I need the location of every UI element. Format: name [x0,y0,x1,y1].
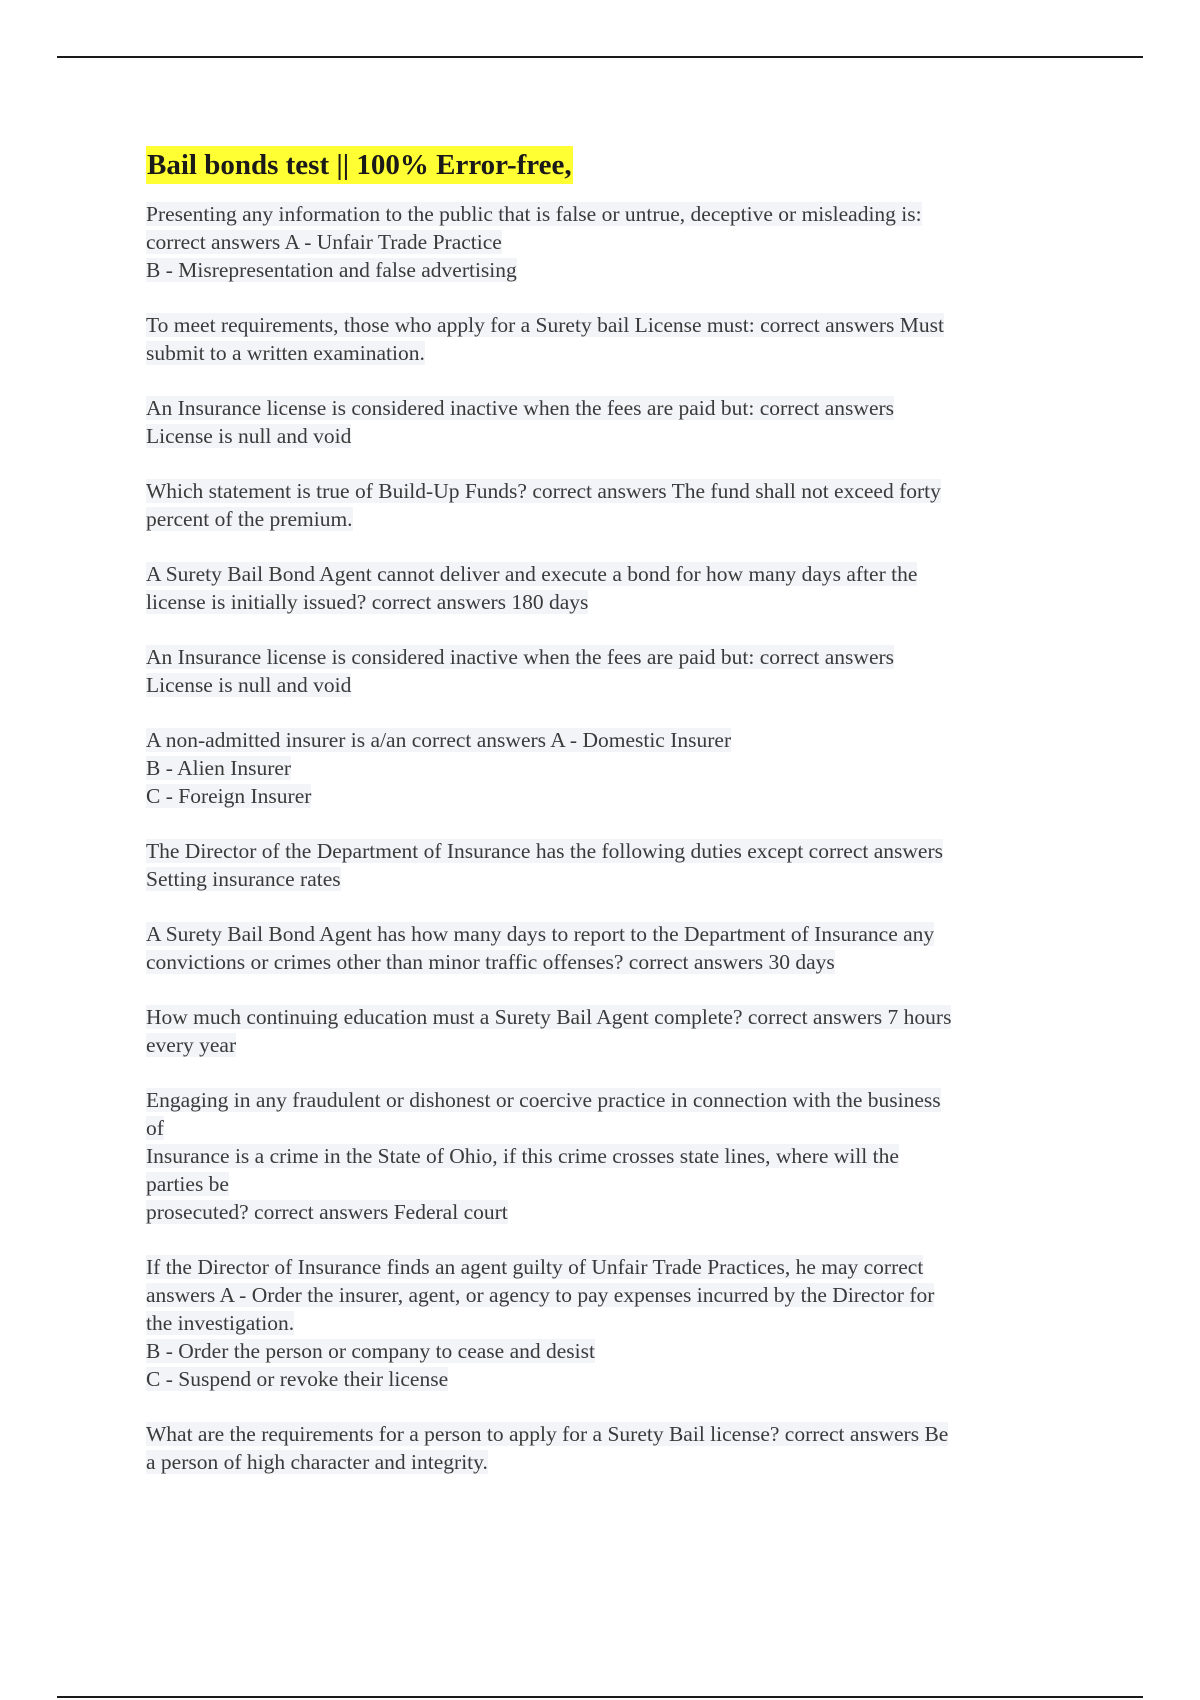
qa-item [146,1086,1066,1226]
qa-line [146,339,1066,367]
qa-line-text: percent of the premium. [146,507,353,531]
qa-line-text: parties be [146,1172,229,1196]
qa-line-text: B - Misrepresentation and false advertising [146,258,517,282]
qa-line [146,865,1066,893]
qa-line-text: Engaging in any fraudulent or dishonest or coercive practice in connection with the business [146,1088,941,1112]
qa-item [146,837,1066,893]
qa-line-text: C - Foreign Insurer [146,784,312,808]
qa-line [146,837,1066,865]
qa-line [146,588,1066,616]
qa-item [146,1253,1066,1393]
qa-item [146,311,1066,367]
qa-item [146,477,1066,533]
qa-line [146,1086,1066,1114]
qa-line-text: Which statement is true of Build-Up Funds? correct answers The fund shall not exceed forty [146,479,941,503]
qa-line-text: license is initially issued? correct answers 180 days [146,590,589,614]
qa-line-text: Insurance is a crime in the State of Ohio, if this crime crosses state lines, where will the [146,1144,899,1168]
qa-line [146,200,1066,228]
qa-line [146,422,1066,450]
qa-line [146,477,1066,505]
qa-line [146,228,1066,256]
qa-line [146,754,1066,782]
qa-line [146,256,1066,284]
qa-line [146,1448,1066,1476]
qa-line [146,1281,1066,1309]
qa-line-text: prosecuted? correct answers Federal court [146,1200,508,1224]
qa-line-text: The Director of the Department of Insurance has the following duties except correct answers [146,839,943,863]
qa-item [146,1003,1066,1059]
qa-line-text: An Insurance license is considered inactive when the fees are paid but: correct answers [146,645,895,669]
qa-line-text: An Insurance license is considered inactive when the fees are paid but: correct answers [146,396,895,420]
qa-line [146,394,1066,422]
qa-line [146,1170,1066,1198]
qa-line [146,726,1066,754]
qa-line-text: submit to a written examination. [146,341,425,365]
top-rule [57,56,1143,58]
qa-line [146,1365,1066,1393]
qa-line [146,560,1066,588]
qa-line [146,1114,1066,1142]
bottom-rule [57,1696,1143,1698]
qa-line-text: If the Director of Insurance finds an agent guilty of Unfair Trade Practices, he may correct [146,1255,924,1279]
qa-line-text: License is null and void [146,673,352,697]
qa-line-text: A Surety Bail Bond Agent has how many days to report to the Department of Insurance any [146,922,935,946]
qa-line-text: a person of high character and integrity. [146,1450,488,1474]
qa-item [146,560,1066,616]
qa-line [146,505,1066,533]
qa-item [146,394,1066,450]
qa-line [146,311,1066,339]
qa-line [146,1420,1066,1448]
qa-line [146,1309,1066,1337]
qa-line [146,671,1066,699]
qa-line [146,1253,1066,1281]
qa-line-text: To meet requirements, those who apply for a Surety bail License must: correct answers Must [146,313,944,337]
qa-item [146,200,1066,284]
qa-line-text: convictions or crimes other than minor traffic offenses? correct answers 30 days [146,950,835,974]
qa-line-text: the investigation. [146,1311,295,1335]
qa-line [146,948,1066,976]
qa-line [146,1031,1066,1059]
qa-line-text: Setting insurance rates [146,867,341,891]
qa-line-text: of [146,1116,164,1140]
qa-line [146,643,1066,671]
qa-item [146,1420,1066,1476]
qa-item [146,920,1066,976]
qa-line [146,1198,1066,1226]
qa-line-text: B - Alien Insurer [146,756,292,780]
qa-line [146,1142,1066,1170]
qa-line [146,782,1066,810]
qa-line [146,1337,1066,1365]
document-title: Bail bonds test || 100% Error-free, [146,146,573,184]
qa-line [146,1003,1066,1031]
qa-line-text: A Surety Bail Bond Agent cannot deliver and execute a bond for how many days after the [146,562,918,586]
qa-line-text: What are the requirements for a person to apply for a Surety Bail license? correct answers Be [146,1422,949,1446]
qa-line-text: A non-admitted insurer is a/an correct answers A - Domestic Insurer [146,728,732,752]
qa-line-text: answers A - Order the insurer, agent, or agency to pay expenses incurred by the Director for [146,1283,935,1307]
qa-line-text: every year [146,1033,237,1057]
qa-line-text: License is null and void [146,424,352,448]
document-body [146,146,1066,1503]
qa-line [146,920,1066,948]
qa-line-text: Presenting any information to the public that is false or untrue, deceptive or misleading is: [146,202,922,226]
qa-line-text: How much continuing education must a Surety Bail Agent complete? correct answers 7 hours [146,1005,952,1029]
qa-item [146,726,1066,810]
qa-line-text: correct answers A - Unfair Trade Practice [146,230,502,254]
qa-item [146,643,1066,699]
qa-list [146,200,1066,1476]
qa-line-text: C - Suspend or revoke their license [146,1367,449,1391]
qa-line-text: B - Order the person or company to cease and desist [146,1339,595,1363]
